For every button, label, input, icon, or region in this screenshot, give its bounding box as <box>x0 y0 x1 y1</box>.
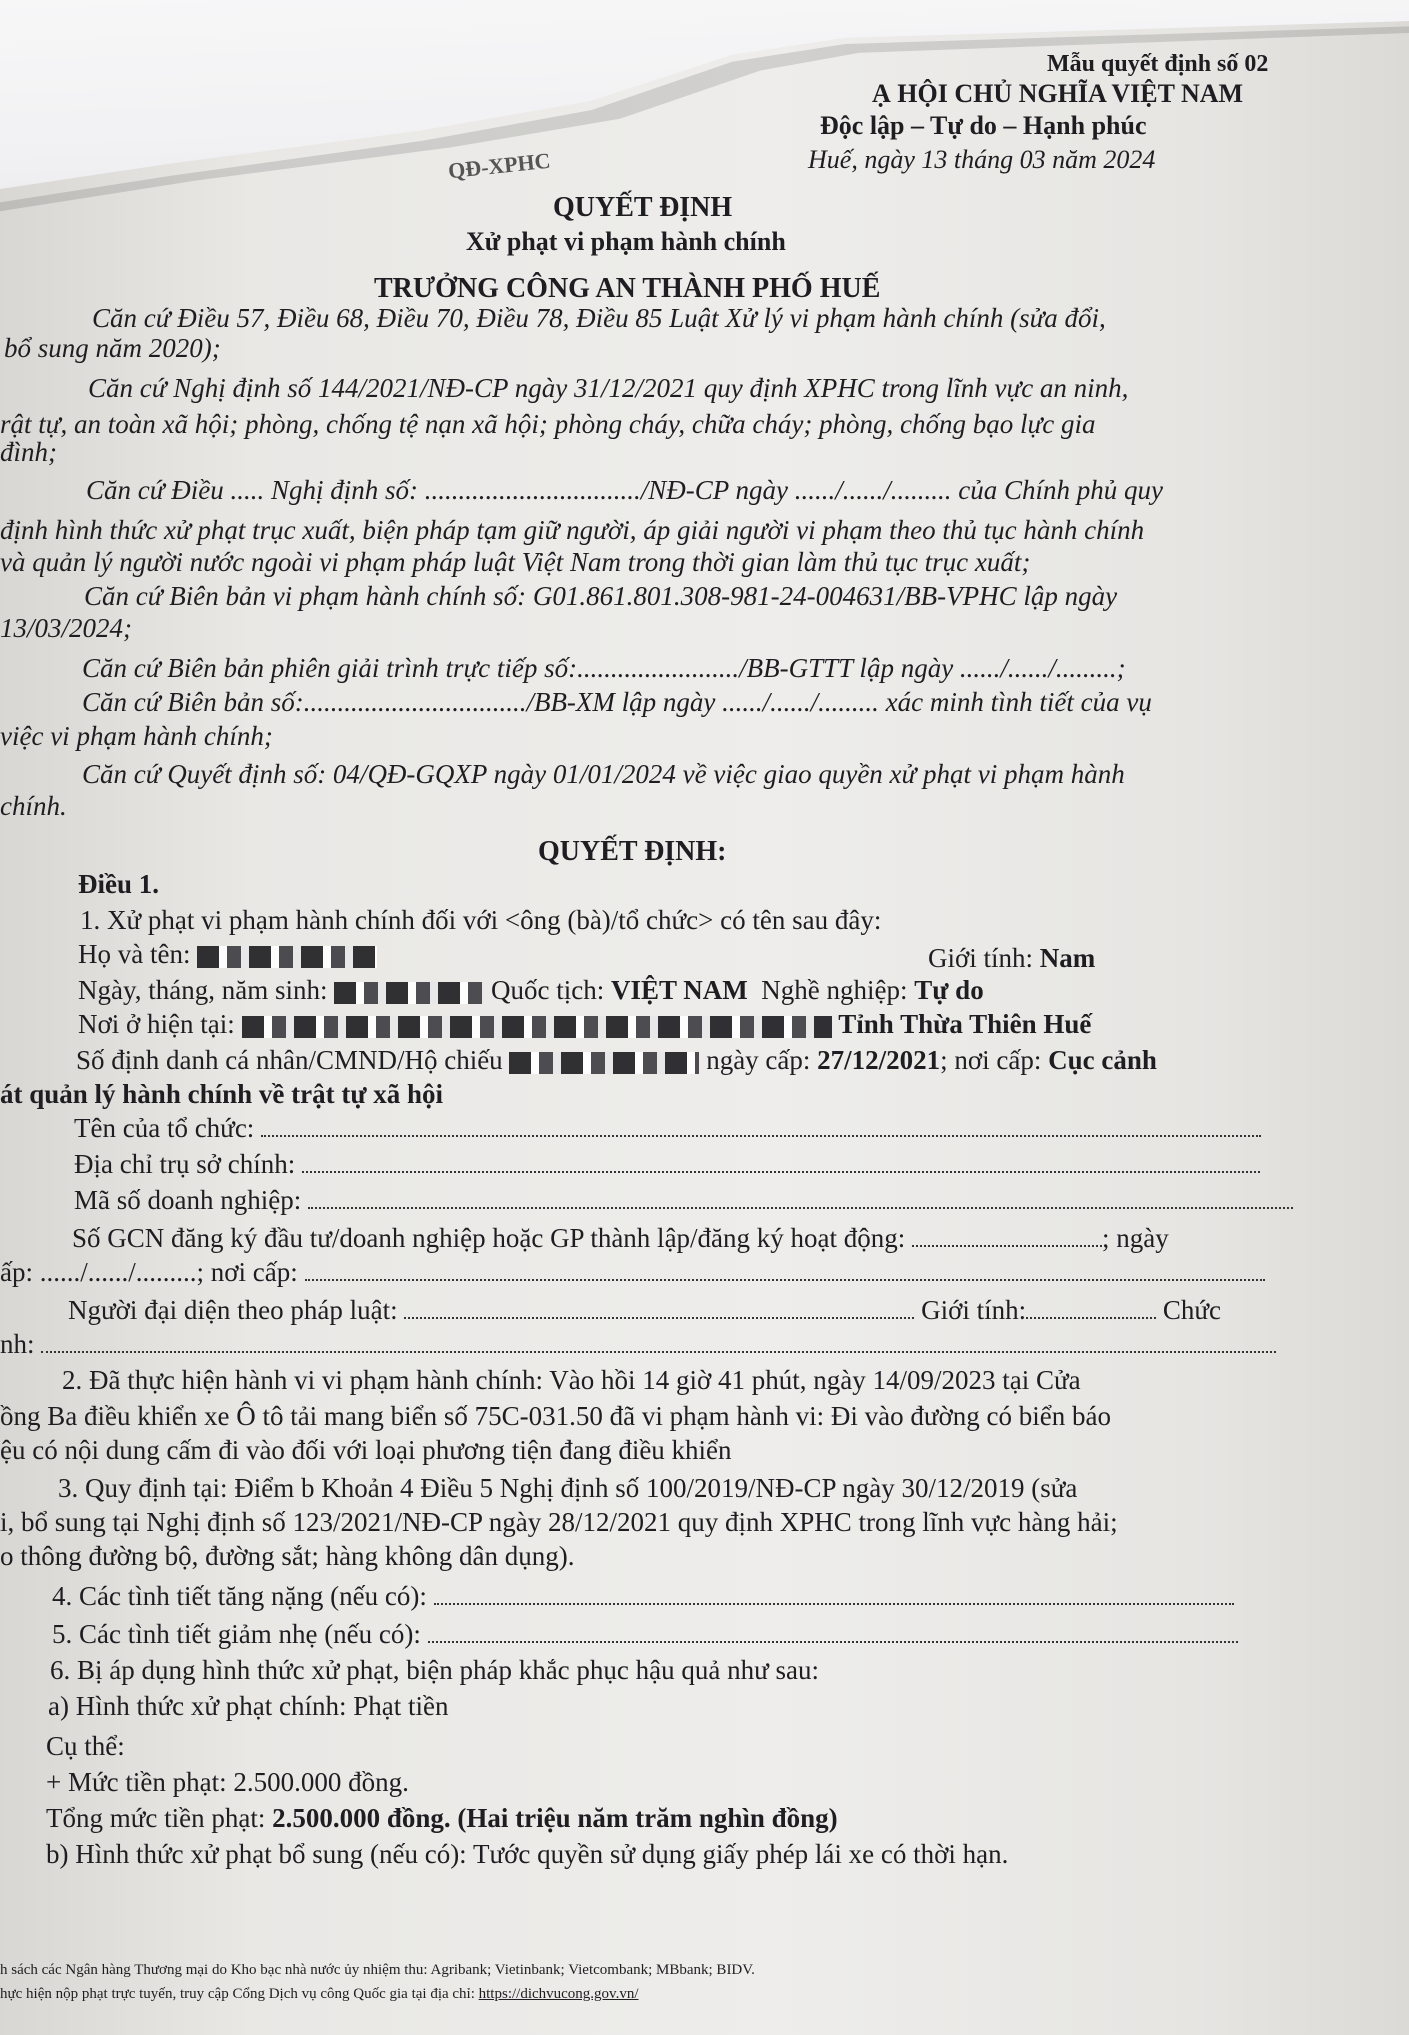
job-value: Tự do <box>914 975 984 1005</box>
place-date: Huế, ngày 13 tháng 03 năm 2024 <box>808 145 1156 174</box>
issue-place-label: ; nơi cấp: <box>940 1045 1042 1075</box>
gender-value: Nam <box>1039 943 1096 973</box>
decision-number-fragment: QĐ-XPHC <box>446 147 552 184</box>
preamble-line: Căn cứ Điều 57, Điều 68, Điều 70, Điều 78, Điều 85 Luật Xử lý vi phạm hành chính (sửa đổi, <box>92 303 1106 333</box>
job-label: Nghề nghiệp: <box>761 975 908 1005</box>
issue-date-label: ngày cấp: <box>706 1045 811 1075</box>
dob-row <box>78 974 984 1006</box>
item-5: 5. Các tình tiết giảm nhẹ (nếu có): <box>52 1619 421 1649</box>
item-4-blank <box>434 1585 1234 1605</box>
item-5-row <box>52 1618 1238 1650</box>
org-cert-row <box>72 1222 1169 1254</box>
preamble-line: rật tự, an toàn xã hội; phòng, chống tệ nạn xã hội; phòng cháy, chữa cháy; phòng, chống bạo lực gia <box>0 409 1096 439</box>
org-name-blank <box>261 1117 1261 1137</box>
org-rep-gender: Giới tính: <box>921 1295 1027 1325</box>
item-3-line: i, bổ sung tại Nghị định số 123/2021/NĐ-CP ngày 28/12/2021 quy định XPHC trong lĩnh vực hàng hải; <box>0 1507 1118 1537</box>
preamble-line: chính. <box>0 791 67 821</box>
dob-label: Ngày, tháng, năm sinh: <box>78 975 328 1005</box>
redacted-address <box>242 1016 832 1038</box>
address-tail: Tỉnh Thừa Thiên Huế <box>838 1009 1092 1039</box>
org-cert-tail: ; ngày <box>1102 1223 1169 1253</box>
article-1: Điều 1. <box>78 869 159 899</box>
preamble-line: Căn cứ Quyết định số: 04/QĐ-GQXP ngày 01/01/2024 về việc giao quyền xử phạt vi phạm hành <box>82 759 1125 789</box>
redacted-id <box>509 1052 699 1074</box>
preamble-line: việc vi phạm hành chính; <box>0 721 273 751</box>
national-motto: Độc lập – Tự do – Hạnh phúc <box>820 111 1147 140</box>
org-cert-label: Số GCN đăng ký đầu tư/doanh nghiệp hoặc GP thành lập/đăng ký hoạt động: <box>72 1223 906 1253</box>
preamble-line: định hình thức xử phạt trục xuất, biện pháp tạm giữ người, áp giải người vi phạm theo thủ tục hành chính <box>0 515 1145 545</box>
org-rep-gender-blank <box>1026 1299 1156 1319</box>
item-3-line: o thông đường bộ, đường sắt; hàng không dân dụng). <box>0 1541 575 1571</box>
org-name-label: Tên của tổ chức: <box>74 1113 255 1143</box>
name-row <box>78 938 377 970</box>
item-2-line: ệu có nội dung cấm đi vào đối với loại phương tiện đang điều khiển <box>0 1435 732 1465</box>
fine-amount: + Mức tiền phạt: 2.500.000 đồng. <box>46 1767 409 1797</box>
footer-banks: h sách các Ngân hàng Thương mại do Kho bạc nhà nước ủy nhiệm thu: Agribank; Vietinbank; Vietcombank; MBbank; BIDV. <box>0 1962 755 1978</box>
org-cert-line2: ấp: ....../....../.........; nơi cấp: <box>0 1257 298 1287</box>
org-name-row <box>74 1112 1261 1144</box>
address-label: Nơi ở hiện tại: <box>78 1009 235 1039</box>
id-label: Số định danh cá nhân/CMND/Hộ chiếu <box>76 1045 503 1075</box>
org-cert-row-2 <box>0 1256 1265 1288</box>
item-6b: b) Hình thức xử phạt bổ sung (nếu có): Tước quyền sử dụng giấy phép lái xe có thời hạn. <box>46 1839 1009 1869</box>
org-rep-row <box>68 1294 1221 1326</box>
preamble-line: và quản lý người nước ngoài vi phạm pháp luật Việt Nam trong thời gian làm thủ tục trục xuất; <box>0 547 1031 577</box>
org-rep-label: Người đại diện theo pháp luật: <box>68 1295 398 1325</box>
item-2-line: ồng Ba điều khiển xe Ô tô tải mang biển số 75C-031.50 đã vi phạm hành vi: Đi vào đường có biển báo <box>0 1401 1111 1431</box>
item-3-line: 3. Quy định tại: Điểm b Khoản 4 Điều 5 Nghị định số 100/2019/NĐ-CP ngày 30/12/2019 (sửa <box>58 1473 1078 1503</box>
id-row <box>76 1044 1157 1076</box>
decision-heading: QUYẾT ĐỊNH: <box>538 836 727 867</box>
item-2-line: 2. Đã thực hiện hành vi vi phạm hành chính: Vào hồi 14 giờ 41 phút, ngày 14/09/2023 tại Cửa <box>62 1365 1081 1395</box>
preamble-line: Căn cứ Biên bản phiên giải trình trực tiếp số:......................../BB-GTTT lập ngày ....../....../.........; <box>82 653 1126 683</box>
org-tax-blank <box>308 1189 1293 1209</box>
org-rep-blank <box>404 1299 914 1319</box>
country-name: Ạ HỘI CHỦ NGHĨA VIỆT NAM <box>872 79 1244 108</box>
preamble-line: Căn cứ Biên bản vi phạm hành chính số: G01.861.801.308-981-24-004631/BB-VPHC lập ngày <box>84 581 1118 611</box>
issue-date-value: 27/12/2021 <box>817 1045 941 1075</box>
title-sub: Xử phạt vi phạm hành chính <box>466 227 786 256</box>
org-title-blank <box>41 1333 1276 1353</box>
item-4-row <box>52 1580 1234 1612</box>
nationality-value: VIỆT NAM <box>610 975 748 1005</box>
org-issue-blank <box>305 1261 1265 1281</box>
name-label: Họ và tên: <box>78 939 191 969</box>
preamble-line: bổ sung năm 2020); <box>4 333 221 363</box>
item-1: 1. Xử phạt vi phạm hành chính đối với <ông (bà)/tổ chức> có tên sau đây: <box>80 905 882 935</box>
gender-row <box>928 942 1095 974</box>
issue-place-value: Cục cảnh <box>1048 1045 1157 1075</box>
item-4: 4. Các tình tiết tăng nặng (nếu có): <box>52 1581 427 1611</box>
org-address-label: Địa chỉ trụ sở chính: <box>74 1149 296 1179</box>
org-rep-row-2 <box>0 1328 1276 1360</box>
footer-online-row <box>0 1986 639 2003</box>
form-number: Mẫu quyết định số 02 <box>1047 51 1269 77</box>
preamble-line: Căn cứ Nghị định số 144/2021/NĐ-CP ngày 31/12/2021 quy định XPHC trong lĩnh vực an ninh, <box>88 373 1129 403</box>
total-fine-value: 2.500.000 đồng. (Hai triệu năm trăm nghìn đồng) <box>272 1803 838 1833</box>
nationality-label: Quốc tịch: <box>490 975 605 1005</box>
org-rep-line2: nh: <box>0 1329 35 1359</box>
redacted-dob <box>334 982 484 1004</box>
org-address-row <box>74 1148 1260 1180</box>
org-tax-label: Mã số doanh nghiệp: <box>74 1185 302 1215</box>
footer-online: hực hiện nộp phạt trực tuyến, truy cập Cổng Dịch vụ công Quốc gia tại địa chỉ: <box>0 1986 475 2002</box>
redacted-name <box>197 946 377 968</box>
address-row <box>78 1008 1091 1040</box>
gender-label: Giới tính: <box>928 943 1034 973</box>
item-6: 6. Bị áp dụng hình thức xử phạt, biện pháp khắc phục hậu quả như sau: <box>50 1655 819 1685</box>
issue-place-cont: át quản lý hành chính về trật tự xã hội <box>0 1079 444 1109</box>
preamble-line: Căn cứ Điều ..... Nghị định số: ................................/NĐ-CP ngày ....../....../......... của Chính phủ quy <box>86 475 1163 505</box>
footer-url-link[interactable]: https://dichvucong.gov.vn/ <box>478 1986 639 2002</box>
org-tax-row <box>74 1184 1293 1216</box>
preamble-line: 13/03/2024; <box>0 613 132 643</box>
org-cert-blank <box>912 1227 1102 1247</box>
specific-label: Cụ thể: <box>46 1731 125 1761</box>
org-address-blank <box>302 1153 1260 1173</box>
title-main: QUYẾT ĐỊNH <box>553 192 733 223</box>
org-rep-title: Chức <box>1162 1295 1222 1325</box>
issuing-authority: TRƯỞNG CÔNG AN THÀNH PHỐ HUẾ <box>374 273 881 304</box>
item-6a: a) Hình thức xử phạt chính: Phạt tiền <box>48 1691 449 1721</box>
item-5-blank <box>428 1623 1238 1643</box>
preamble-line: đình; <box>0 437 57 467</box>
preamble-line: Căn cứ Biên bản số:................................./BB-XM lập ngày ....../....../......... xác minh tình tiết của vụ <box>82 687 1152 717</box>
total-fine-row <box>46 1802 838 1834</box>
total-fine-label: Tổng mức tiền phạt: <box>46 1803 266 1833</box>
